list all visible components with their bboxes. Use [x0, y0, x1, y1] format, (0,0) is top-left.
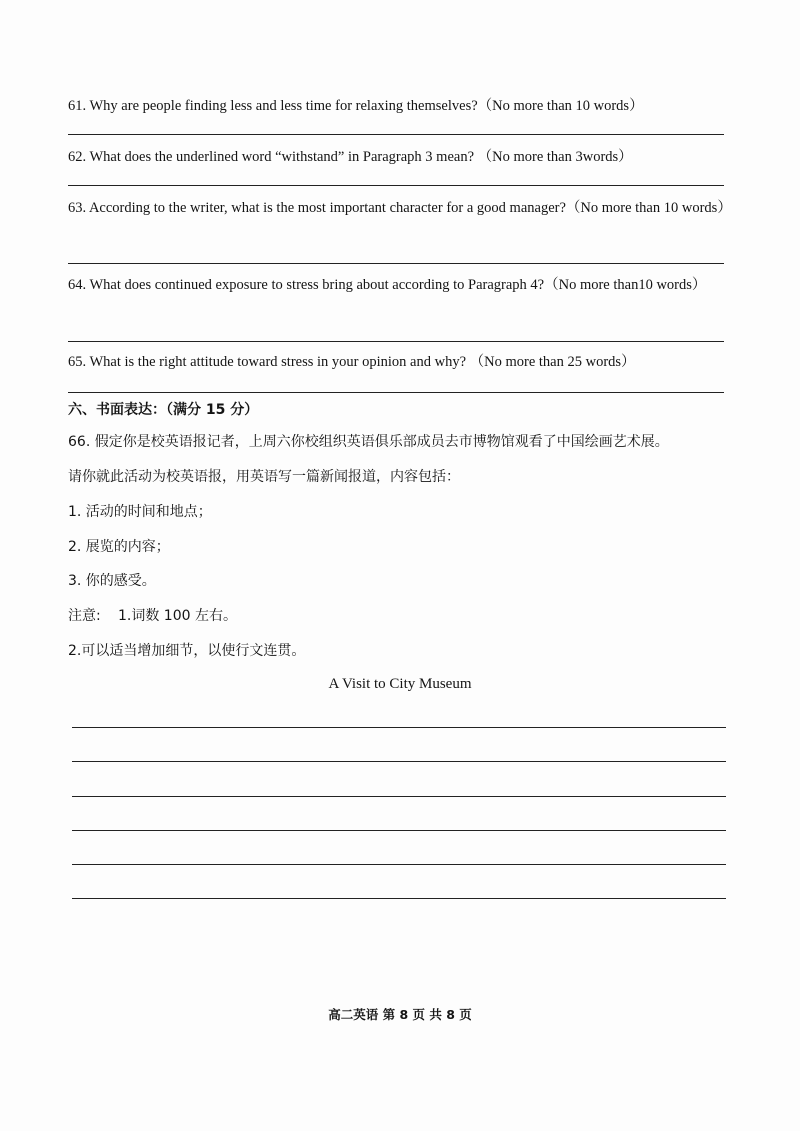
question-64 — [68, 273, 728, 298]
writing-prompt-line-2: 请你就此活动为校英语报，用英语写一篇新闻报道，内容包括： — [68, 469, 460, 485]
page-footer: 高二英语 第 8 页 共 8 页 — [328, 1007, 472, 1022]
question-62-text: 62. What does the underlined word “withstand” in Paragraph 3 mean? （No more than 3words） — [68, 149, 633, 165]
writing-point-1: 1. 活动的时间和地点； — [68, 504, 212, 520]
answer-line-65[interactable] — [68, 392, 724, 393]
question-65 — [68, 350, 728, 375]
writing-prompt-line-1: 66. 假定你是校英语报记者，上周六你校组织英语俱乐部成员去市博物馆观看了中国绘画艺术展。 — [68, 434, 669, 450]
question-64-text: 64. What does continued exposure to stress bring about according to Paragraph 4?（No more than10 words） — [68, 277, 707, 293]
writing-line[interactable] — [72, 830, 726, 831]
essay-title: A Visit to City Museum — [328, 676, 472, 692]
question-61 — [68, 94, 728, 119]
question-65-text: 65. What is the right attitude toward stress in your opinion and why? （No more than 25 words） — [68, 354, 636, 370]
question-62 — [68, 145, 728, 170]
writing-point-2: 2. 展览的内容； — [68, 539, 170, 555]
question-63 — [68, 196, 732, 221]
writing-note-label: 注意: — [68, 608, 101, 624]
writing-point-3: 3. 你的感受。 — [68, 573, 156, 589]
writing-note-2: 2.可以适当增加细节，以使行文连贯。 — [68, 643, 306, 659]
answer-line-64[interactable] — [68, 341, 724, 342]
writing-note-1: 1.词数 100 左右。 — [118, 608, 237, 624]
writing-line[interactable] — [72, 796, 726, 797]
answer-line-61[interactable] — [68, 134, 724, 135]
answer-line-62[interactable] — [68, 185, 724, 186]
writing-line[interactable] — [72, 727, 726, 728]
question-61-text: 61. Why are people finding less and less time for relaxing themselves?（No more than 10 words） — [68, 98, 644, 114]
writing-line[interactable] — [72, 898, 726, 899]
question-63-text: 63. According to the writer, what is the most important character for a good manager?（No more than 10 words） — [68, 200, 732, 216]
writing-line[interactable] — [72, 761, 726, 762]
answer-line-63[interactable] — [68, 263, 724, 264]
writing-section-heading: 六、书面表达：（满分 15 分） — [68, 402, 259, 418]
writing-line[interactable] — [72, 864, 726, 865]
